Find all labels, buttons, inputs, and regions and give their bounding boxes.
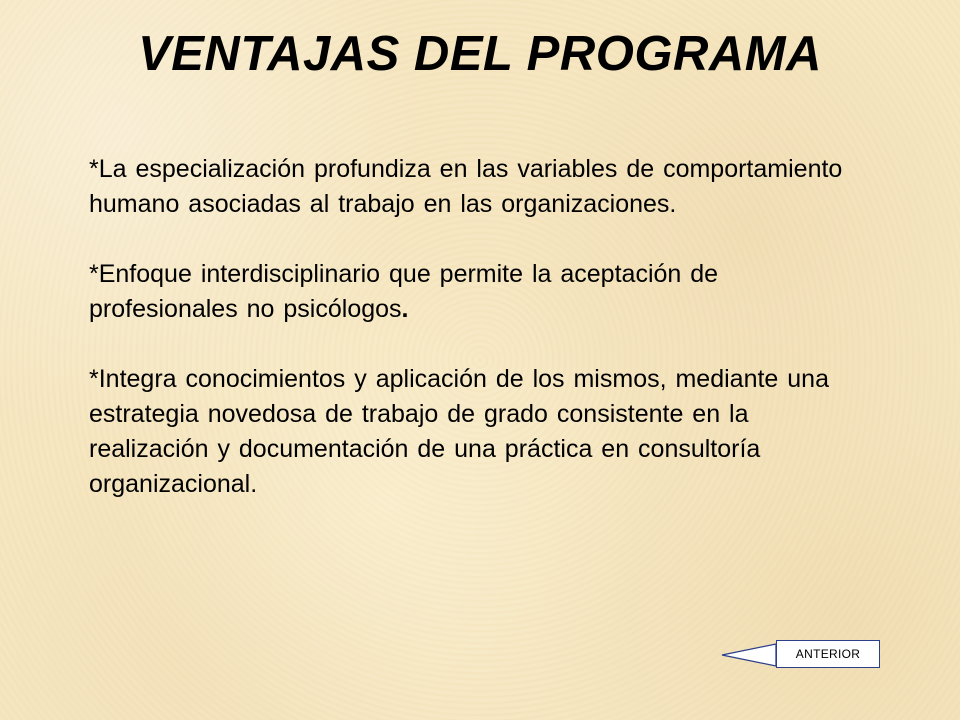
anterior-button-label[interactable]: ANTERIOR (776, 640, 880, 668)
slide-title: VENTAJAS DEL PROGRAMA (138, 27, 822, 81)
paragraph-interdisciplinary (89, 257, 849, 327)
paragraph-specialization: *La especialización profundiza en las variables de comportamiento humano asociadas al trabajo en las organizaciones. (89, 155, 843, 218)
paragraph-interdisciplinary-period: . (401, 295, 409, 323)
left-arrow-icon[interactable] (718, 640, 780, 672)
slide-body (89, 152, 849, 502)
paragraph-integration: *Integra conocimientos y aplicación de los mismos, mediante una estrategia novedosa de trabajo de grado consistente en la realización y documentación de una práctica en consultoría organizacional. (89, 365, 829, 498)
paragraph-interdisciplinary-text: *Enfoque interdisciplinario que permite la aceptación de profesionales no psicólogos (89, 260, 719, 323)
